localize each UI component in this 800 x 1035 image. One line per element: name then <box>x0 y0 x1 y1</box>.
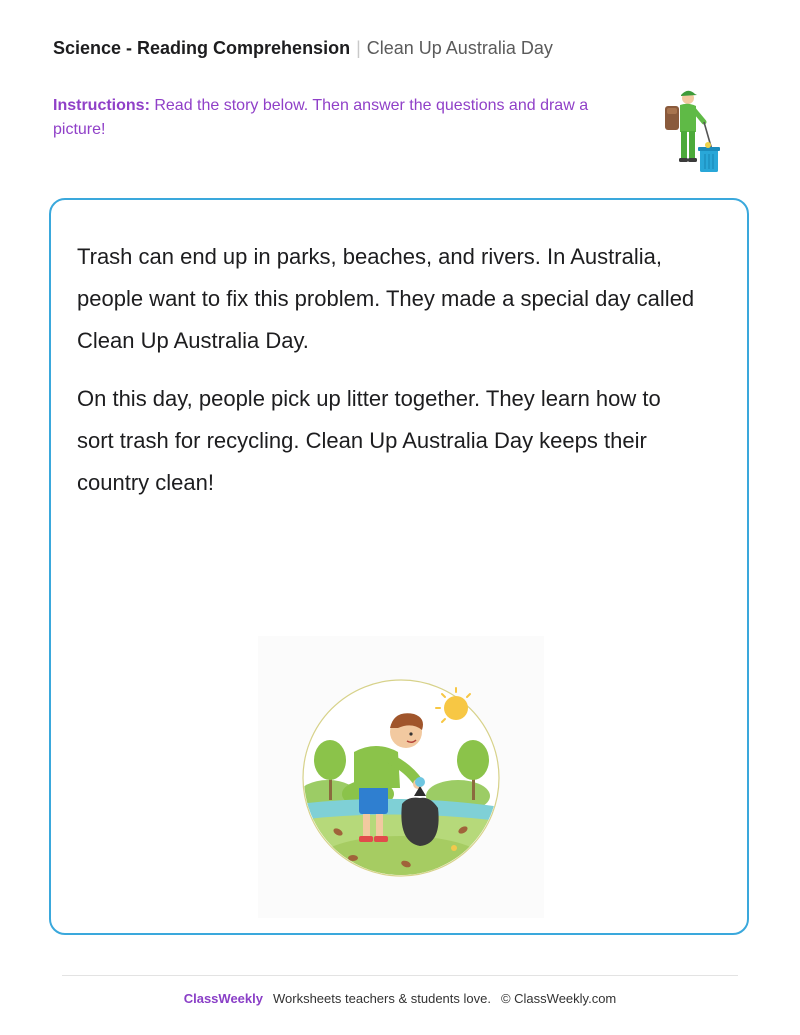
footer-divider <box>62 975 738 976</box>
footer-copyright: © ClassWeekly.com <box>500 991 617 1006</box>
instructions-label: Instructions: <box>53 97 150 114</box>
worksheet-header <box>53 37 553 59</box>
footer <box>0 990 800 1008</box>
story-text <box>77 236 697 520</box>
header-separator: | <box>356 38 361 58</box>
footer-tagline: Worksheets teachers & students love. <box>272 991 491 1006</box>
story-paragraph: On this day, people pick up litter together. They learn how to sort trash for recycling. Clean Up Australia Day keeps their country clean! <box>77 386 661 495</box>
cleaning-worker-icon <box>660 84 720 176</box>
story-paragraph: Trash can end up in parks, beaches, and rivers. In Australia, people want to fix this problem. They made a special day called Clean Up Australia Day. <box>77 244 695 353</box>
instructions <box>53 94 613 142</box>
instructions-text: Read the story below. Then answer the questions and draw a picture! <box>53 97 589 138</box>
footer-brand: ClassWeekly <box>183 991 263 1006</box>
topic-title: Clean Up Australia Day <box>366 38 553 58</box>
subject-title: Science - Reading Comprehension <box>53 38 351 58</box>
boy-picking-up-litter-illustration <box>258 636 544 918</box>
